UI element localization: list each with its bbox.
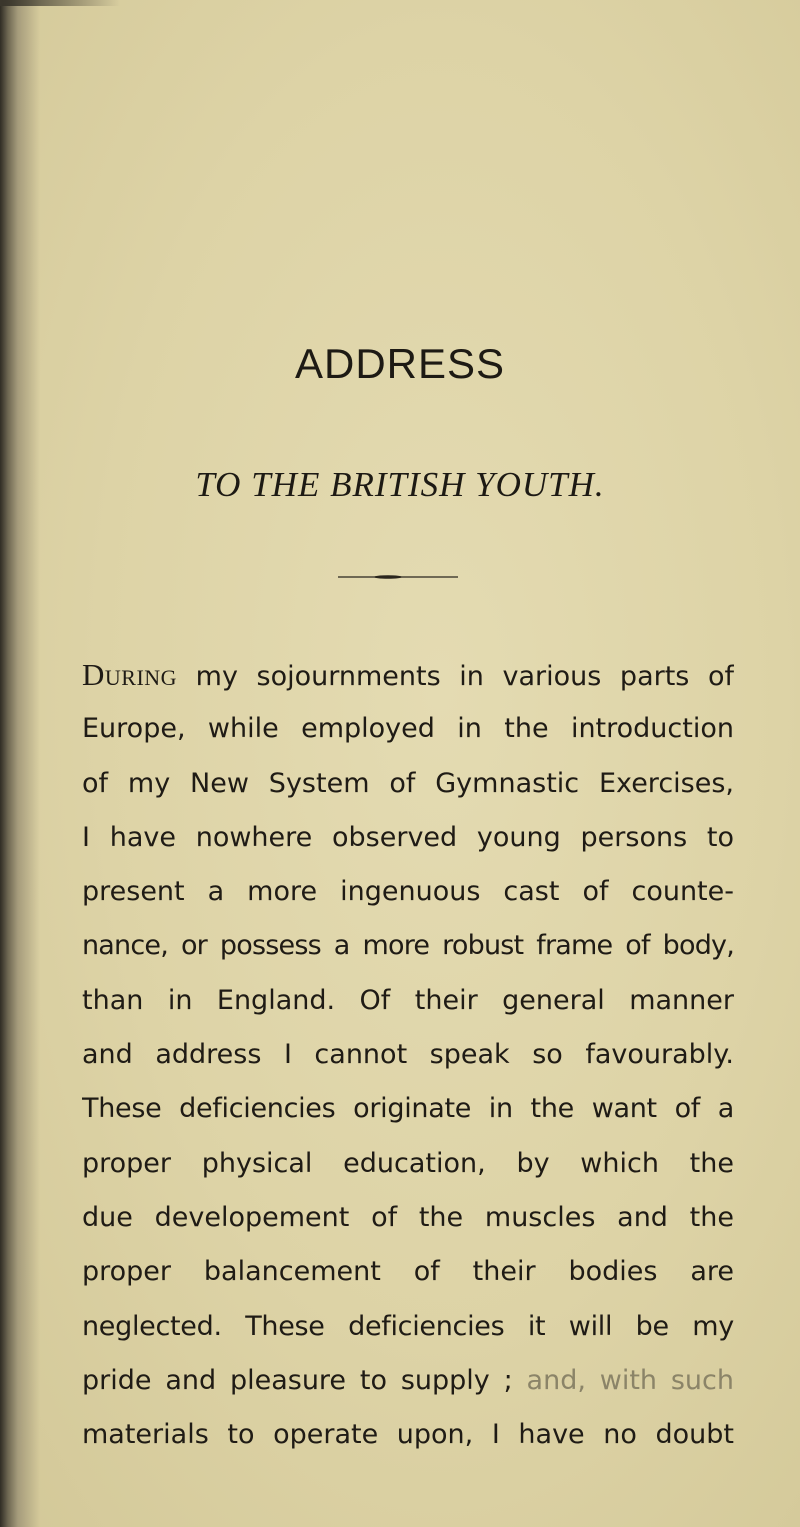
- binding-gutter-shadow: [0, 0, 40, 1527]
- faded-text: and, with such: [526, 1364, 734, 1396]
- text-line: I have nowhere observed young persons to: [82, 821, 734, 853]
- lead-word: During: [82, 657, 178, 692]
- text-line: and address I cannot speak so favourably.: [82, 1039, 734, 1071]
- text-line: [82, 648, 734, 702]
- text-line: materials to operate upon, I have no doubt: [82, 1419, 734, 1451]
- page-edge: [0, 0, 120, 6]
- line-text: pride and pleasure to supply ;: [82, 1364, 513, 1396]
- text-line: present a more ingenuous cast of counte-: [82, 876, 734, 908]
- text-line: than in England. Of their general manner: [82, 984, 734, 1016]
- text-line: proper physical education, by which the: [82, 1147, 734, 1179]
- body-paragraph: [82, 648, 734, 1462]
- text-line: due developement of the muscles and the: [82, 1201, 734, 1233]
- text-line: These deficiencies originate in the want of a: [82, 1093, 734, 1125]
- text-line: of my New System of Gymnastic Exercises,: [82, 767, 734, 799]
- text-line: Europe, while employed in the introduction: [82, 713, 734, 745]
- page-subheading: TO THE BRITISH YOUTH.: [195, 465, 605, 504]
- ornamental-rule: [338, 575, 458, 579]
- page-heading: ADDRESS: [294, 340, 506, 387]
- text-line: neglected. These deficiencies it will be my: [82, 1310, 734, 1342]
- text-line: proper balancement of their bodies are: [82, 1256, 734, 1288]
- text-line: [82, 1354, 734, 1408]
- line-text: my sojournments in various parts of: [177, 661, 734, 692]
- text-line: nance, or possess a more robust frame of body,: [82, 930, 734, 962]
